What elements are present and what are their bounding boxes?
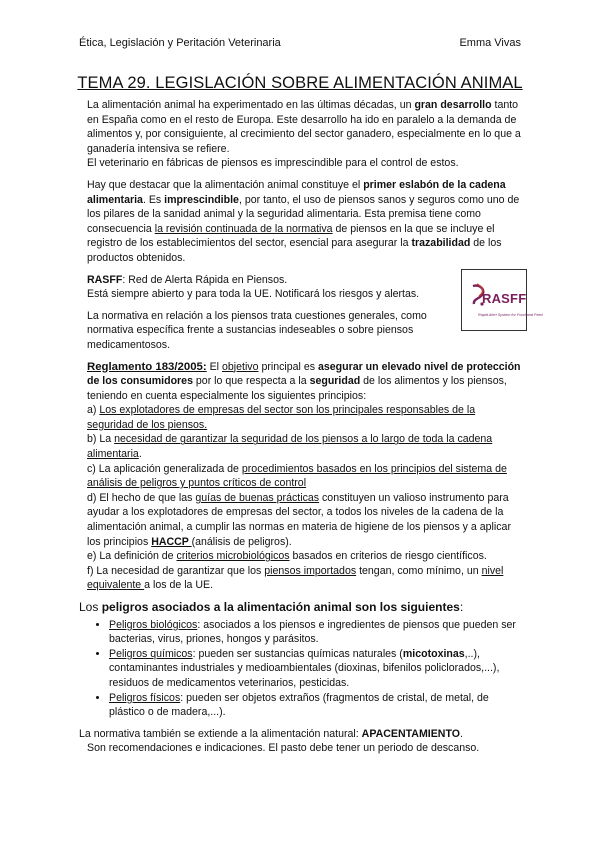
list-item — [109, 647, 524, 691]
peligros-heading — [79, 600, 524, 615]
underlined-text: Peligros físicos — [109, 691, 181, 704]
underlined-text: objetivo — [221, 360, 259, 373]
text-run: . — [138, 448, 142, 461]
text-run: : pueden ser objetos extraños (fragmentos de cristal, de metal, de plástico o de madera,...). — [109, 691, 489, 719]
underlined-text: la revisión continuada de la normativa — [154, 222, 333, 235]
rasff-logo-tagline: Rapid Alert System for Food and Feed — [478, 312, 543, 317]
header-author: Emma Vivas — [459, 37, 521, 49]
intro-veterinarian: El veterinario en fábricas de piensos es imprescindible para el control de estos. — [87, 157, 459, 170]
list-item — [109, 618, 524, 647]
emphasis-text: seguridad — [309, 375, 361, 388]
text-run: : pueden ser sustancias químicas naturales ( — [192, 647, 403, 660]
rasff-definition — [79, 273, 524, 288]
document-body — [79, 98, 543, 756]
text-run: . — [459, 727, 463, 740]
underlined-text: Los explotadores de empresas del sector son los principales responsables de la seguridad de los piensos. — [87, 404, 476, 431]
emphasis-text: APACENTAMIENTO — [361, 727, 460, 740]
emphasis-text: micotoxinas — [402, 647, 465, 660]
principle-a — [79, 403, 524, 432]
normativa-paragraph: La normativa en relación a los piensos trata cuestiones generales, como normativa específica frente a sustancias indeseables o sobre piensos medicamentosos. — [87, 309, 427, 351]
underlined-text: nivel equivalente — [87, 564, 504, 592]
text-run: Hay que destacar que la alimentación animal constituye el — [87, 178, 364, 191]
emphasis-text: trazabilidad — [411, 237, 471, 250]
text-run: por lo que respecta a la — [192, 375, 310, 388]
underlined-text: necesidad de garantizar la seguridad de los piensos a lo largo de toda la cadena alimentaria — [87, 433, 493, 461]
emphasis-text: asegurar un elevado nivel de protección de los consumidores — [87, 360, 521, 388]
underlined-text: criterios microbiológicos — [176, 550, 290, 563]
underlined-text: Peligros químicos — [109, 647, 193, 660]
text-run: de los alimentos y los piensos, teniendo en cuenta especialmente los siguientes principios: — [87, 375, 507, 402]
text-run: El — [206, 360, 222, 373]
text-run: Los — [79, 600, 102, 614]
emphasis-text: imprescindible — [164, 193, 239, 206]
text-run: ,..), contaminantes industriales y medioambientales (dioxinas, bifenilos policlorados,...), residuos de medicamentos veterinarios, pesticidas. — [109, 647, 500, 689]
principle-b — [79, 432, 524, 461]
text-run: : asociados a los piensos e ingredientes de piensos que pueden ser bacterias, virus, priones, hongos y parásitos. — [109, 618, 516, 646]
text-run: de piensos en la que se incluye el registro de los establecimientos del sector, esencial para asegurar la — [87, 222, 495, 250]
underlined-text: Peligros biológicos — [109, 618, 198, 631]
emphasis-text: gran desarrollo — [414, 99, 492, 111]
text-run: : Red de Alerta Rápida en Piensos. — [122, 273, 288, 286]
text-run: : — [459, 600, 464, 614]
principle-e — [79, 549, 524, 564]
text-run: , por tanto, el uso de piensos sanos y seguros como uno de los pilares de la sanidad animal y la seguridad alimentaria. Esta premisa tiene como consecuencia — [87, 193, 520, 235]
cadena-paragraph — [79, 178, 524, 266]
text-run: principal es — [258, 360, 318, 373]
underlined-text: guías de buenas prácticas — [195, 491, 320, 504]
text-run: a) — [87, 404, 100, 417]
principle-c — [79, 462, 524, 491]
text-run: c) La aplicación generalizada de — [87, 462, 242, 475]
rasff-logo — [461, 269, 543, 331]
underlined-text: HACCP — [151, 535, 192, 548]
text-run: de los productos obtenidos. — [87, 237, 502, 264]
principle-d — [79, 491, 524, 549]
emphasis-text: peligros asociados a la alimentación animal son los siguientes — [101, 600, 460, 614]
text-run: f) La necesidad de garantizar que los — [87, 564, 265, 577]
peligros-list — [79, 618, 524, 720]
list-item — [109, 691, 524, 720]
rasff-section — [79, 273, 543, 353]
underlined-text: piensos importados — [264, 564, 357, 577]
text-run: La alimentación animal ha experimentado en las últimas décadas, un — [87, 99, 415, 111]
underlined-text: procedimientos basados en los principios del sistema de análisis de peligros y puntos críticos de control — [87, 462, 507, 490]
apacentamiento-detail: Son recomendaciones e indicaciones. El pasto debe tener un periodo de descanso. — [87, 742, 480, 755]
header-course: Ética, Legislación y Peritación Veterinaria — [79, 37, 281, 49]
page-header — [79, 37, 521, 49]
text-run: . Es — [142, 193, 165, 206]
principle-f — [79, 564, 524, 593]
text-run: e) La definición de — [87, 550, 177, 563]
rasff-logo-text: RASFF — [482, 290, 527, 306]
text-run: tanto en España como en el resto de Europa. Este desarrollo ha ido en paralelo a la demanda de alimentos y, por consiguiente, al crecimiento del sector ganadero, especialmente en lo que a ganadería intensiva se refiere. — [87, 99, 521, 155]
text-run: constituyen un valioso instrumento para ayudar a los explotadores de empresas del sector, a todos los niveles de la cadena de la alimentación animal, a cumplir las normas en materia de higiene de los piensos y a aplicar los principios — [87, 491, 511, 548]
reglamento-heading: Reglamento 183/2005: — [87, 360, 207, 373]
text-run: b) La — [87, 433, 115, 446]
text-run: a los de la UE. — [144, 579, 214, 592]
text-run: basados en criterios de riesgo científicos. — [289, 550, 487, 563]
emphasis-text: primer eslabón de la cadena alimentaria — [87, 178, 506, 206]
emphasis-text: RASFF — [87, 273, 123, 286]
reglamento-paragraph — [79, 360, 524, 404]
intro-paragraph — [79, 98, 524, 156]
rasff-description: Está siempre abierto y para toda la UE. Notificará los riesgos y alertas. — [87, 288, 420, 301]
text-run: d) El hecho de que las — [87, 491, 196, 504]
text-run: (análisis de peligros). — [191, 535, 292, 548]
apacentamiento-paragraph — [79, 727, 524, 742]
text-run: La normativa también se extiende a la alimentación natural: — [79, 727, 362, 740]
page-title: TEMA 29. LEGISLACIÓN SOBRE ALIMENTACIÓN ANIMAL — [77, 74, 523, 92]
text-run: tengan, como mínimo, un — [356, 564, 482, 577]
